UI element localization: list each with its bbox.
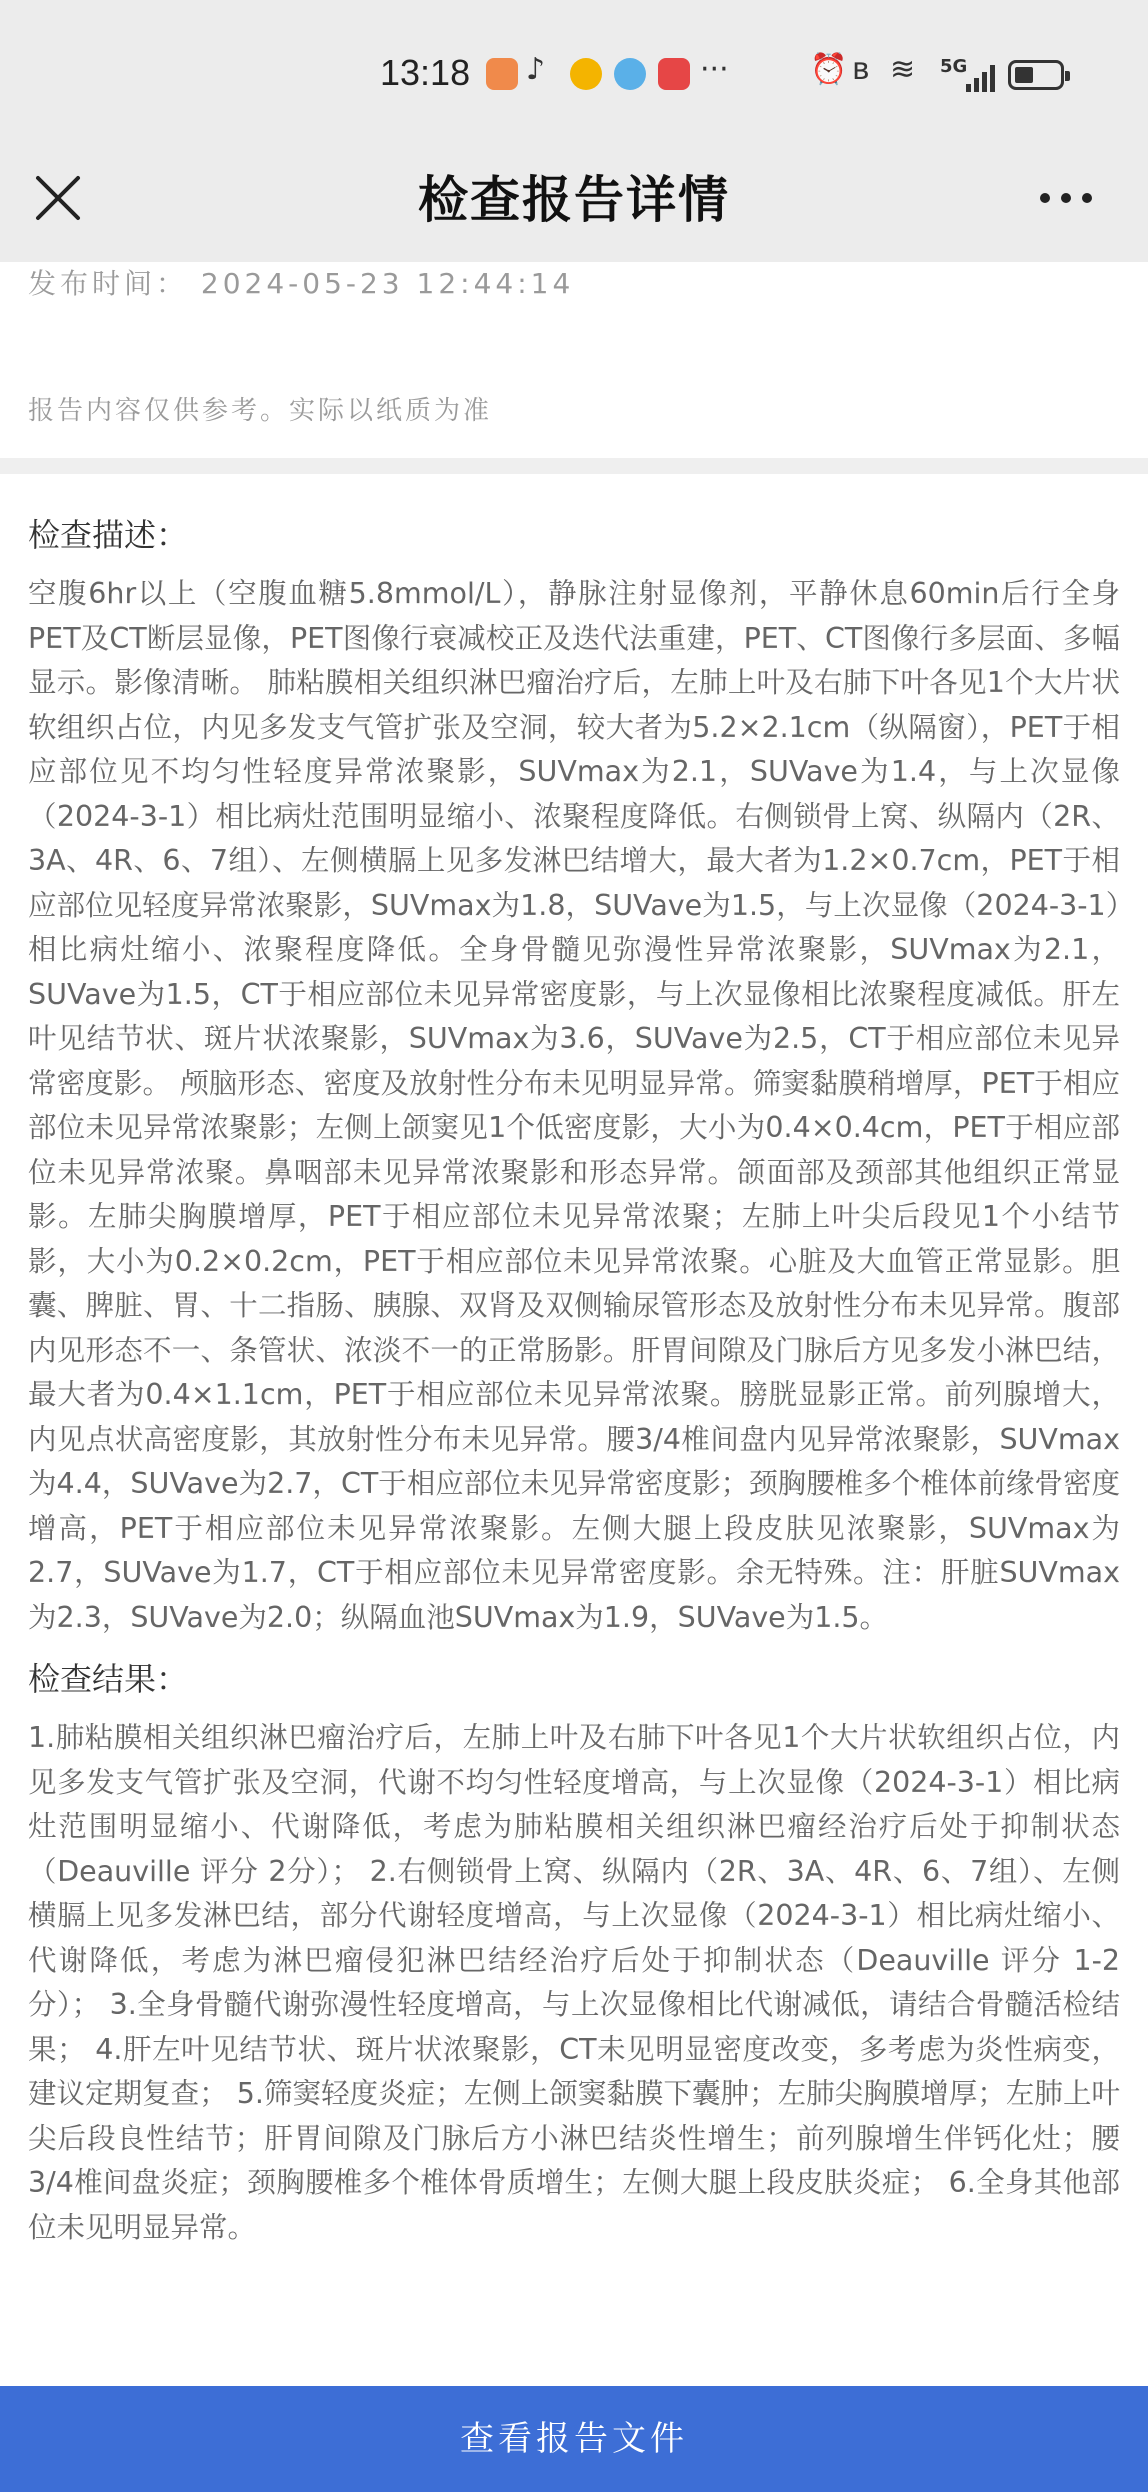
publish-time: 发布时间： 2024-05-23 12:44:14 <box>28 267 575 300</box>
view-report-file-button[interactable]: 查看报告文件 <box>0 2386 1148 2492</box>
network-label: 5G <box>940 56 968 77</box>
shield-app-icon <box>486 58 518 90</box>
wifi-icon: ≋ <box>890 52 916 87</box>
disclaimer-notice: 报告内容仅供参考。实际以纸质为准 <box>28 396 493 426</box>
more-button[interactable] <box>1036 178 1096 218</box>
alarm-icon: ⏰ <box>810 52 848 87</box>
description-body: 空腹6hr以上（空腹血糖5.8mmol/L），静脉注射显像剂，平静休息60min后行全身PET及CT断层显像，PET图像行衰减校正及迭代法重建，PET、CT图像行多层面、多幅显示。影像清晰。 肺粘膜相关组织淋巴瘤治疗后，左肺上叶及右肺下叶各见1个大片状软组织占位，内见多发支气管扩张及空洞，较大者为5.2×2.1cm（纵隔窗），PET于相应部位见不均匀性轻度异常浓聚影，SUVmax为2.1，SUVave为1.4，与上次显像（2024-3-1）相比病灶范围明显缩小、浓聚程度降低。右侧锁骨上窝、纵隔内（2R、3A、4R、6、7组）、左侧横膈上见多发淋巴结增大，最大者为1.2×0.7cm，PET于相应部位见轻度异常浓聚影，SUVmax为1.8，SUVave为1.5，与上次显像（2024-3-1）相比病灶缩小、浓聚程度降低。全身骨髓见弥漫性异常浓聚影，SUVmax为2.1，SUVave为1.5，CT于相应部位未见异常密度影，与上次显像相比浓聚程度减低。肝左叶见结节状、斑片状浓聚影，SUVmax为3.6，SUVave为2.5，CT于相应部位未见异常密度影。 颅脑形态、密度及放射性分布未见明显异常。筛窦黏膜稍增厚，PET于相应部位未见异常浓聚影；左侧上颌窦见1个低密度影，大小为0.4×0.4cm，PET于相应部位未见异常浓聚。鼻咽部未见异常浓聚影和形态异常。颌面部及颈部其他组织正常显影。左肺尖胸膜增厚，PET于相应部位未见异常浓聚；左肺上叶尖后段见1个小结节影，大小为0.2×0.2cm，PET于相应部位未见异常浓聚。心脏及大血管正常显影。胆囊、脾脏、胃、十二指肠、胰腺、双肾及双侧输尿管形态及放射性分布未见异常。腹部内见形态不一、条管状、浓淡不一的正常肠影。肝胃间隙及门脉后方见多发小淋巴结，最大者为0.4×1.1cm，PET于相应部位未见异常浓聚。膀胱显影正常。前列腺增大，内见点状高密度影，其放射性分布未见异常。腰3/4椎间盘内见异常浓聚影，SUVmax为4.4，SUVave为2.7，CT于相应部位未见异常密度影；颈胸腰椎多个椎体前缘骨密度增高，PET于相应部位未见异常浓聚影。左侧大腿上段皮肤见浓聚影，SUVmax为2.7，SUVave为1.7，CT于相应部位未见异常密度影。余无特殊。注：肝脏SUVmax为2.3，SUVave为2.0；纵隔血池SUVmax为1.9，SUVave为1.5。 <box>28 577 1120 1634</box>
page-title: 检查报告详情 <box>418 171 730 229</box>
tiktok-icon: ♪ <box>526 52 546 87</box>
description-title: 检查描述： <box>28 516 189 554</box>
nav-bar <box>0 152 1148 262</box>
more-icon <box>1040 193 1050 203</box>
result-title: 检查结果： <box>28 1660 189 1698</box>
result-body: 1.肺粘膜相关组织淋巴瘤治疗后，左肺上叶及右肺下叶各见1个大片状软组织占位，内见多发支气管扩张及空洞，代谢不均匀性轻度增高，与上次显像（2024-3-1）相比病灶范围明显缩小、代谢降低，考虑为肺粘膜相关组织淋巴瘤经治疗后处于抑制状态（Deauville 评分 2分）； 2.右侧锁骨上窝、纵隔内（2R、3A、4R、6、7组）、左侧横膈上见多发淋巴结，部分代谢轻度增高，与上次显像（2024-3-1）相比病灶缩小、代谢降低，考虑为淋巴瘤侵犯淋巴结经治疗后处于抑制状态（Deauville 评分 1-2分）； 3.全身骨髓代谢弥漫性轻度增高，与上次显像相比代谢减低，请结合骨髓活检结果； 4.肝左叶见结节状、斑片状浓聚影，CT未见明显密度改变，多考虑为炎性病变，建议定期复查； 5.筛窦轻度炎症；左侧上颌窦黏膜下囊肿；左肺尖胸膜增厚；左肺上叶尖后段良性结节；肝胃间隙及门脉后方小淋巴结炎性增生；前列腺增生伴钙化灶；腰3/4椎间盘炎症；颈胸腰椎多个椎体骨质增生；左侧大腿上段皮肤炎症； 6.全身其他部位未见明显异常。 <box>28 1721 1120 2244</box>
bluetooth-icon: ʙ <box>852 52 870 87</box>
signal-icon <box>966 62 996 92</box>
battery-icon <box>1008 60 1064 90</box>
more-notifications-icon: ··· <box>700 52 729 87</box>
weibo-icon <box>570 58 602 90</box>
report-info-card <box>0 262 1148 458</box>
report-content-card <box>0 474 1148 2386</box>
colorful-app-icon <box>614 58 646 90</box>
red-book-icon <box>658 58 690 90</box>
status-bar <box>0 0 1148 152</box>
status-time: 13:18 <box>380 52 471 93</box>
